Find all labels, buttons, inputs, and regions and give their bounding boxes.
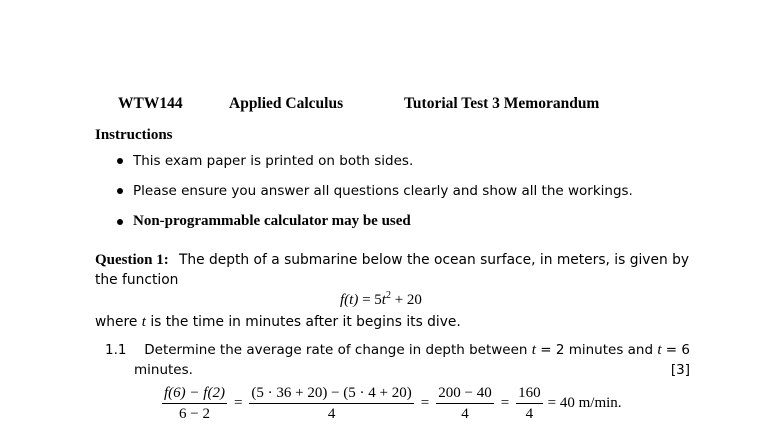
- instruction-item: [117, 183, 633, 199]
- fraction-4-denominator: 4: [525, 406, 534, 422]
- instruction-item: [117, 153, 413, 169]
- fraction-1: [162, 384, 227, 423]
- function-exp: 2: [385, 290, 391, 301]
- subquestion-1-1-line2: [134, 362, 690, 378]
- instructions-heading: Instructions: [95, 127, 173, 143]
- fraction-3-denominator: 4: [461, 406, 469, 422]
- bullet-icon: [117, 158, 123, 164]
- question1-text: The depth of a submarine below the ocean surface, in meters, is given by: [178, 252, 689, 268]
- subquestion-1-1-line1: [105, 342, 690, 359]
- subquestion-number: 1.1: [105, 342, 127, 358]
- fraction-2-numerator: (5 · 36 + 20) − (5 · 4 + 20): [249, 384, 413, 404]
- where-line: [95, 314, 461, 331]
- fraction-1-numerator: f(6) − f(2): [162, 384, 227, 404]
- instruction-text: Non-programmable calculator may be used: [133, 213, 411, 229]
- instruction-text: This exam paper is printed on both sides.: [133, 153, 414, 169]
- fraction-1-denominator: 6 − 2: [178, 406, 210, 422]
- fraction-4: [516, 384, 543, 423]
- fraction-2-denominator: 4: [327, 406, 336, 422]
- fraction-2: [249, 384, 413, 423]
- fraction-3-numerator: 200 − 40: [436, 384, 493, 404]
- test-title: Tutorial Test 3 Memorandum: [404, 95, 600, 112]
- equals-sign: =: [420, 395, 430, 411]
- question1-line2: the function: [95, 272, 179, 288]
- bullet-icon: [117, 188, 123, 194]
- function-display: [340, 290, 422, 309]
- subquestion-text-cont: minutes.: [134, 362, 193, 378]
- fraction-3: [436, 384, 493, 423]
- course-code: WTW144: [118, 95, 183, 112]
- function-rhs-a: = 5: [362, 292, 382, 308]
- fraction-4-numerator: 160: [516, 384, 543, 404]
- where-var: t: [141, 314, 146, 330]
- question1-label: Question 1:: [95, 252, 169, 268]
- function-rhs-b: + 20: [390, 292, 422, 308]
- instruction-text: Please ensure you answer all questions clearly and show all the workings.: [133, 183, 633, 199]
- equals-sign: =: [500, 395, 510, 411]
- subquestion-text: Determine the average rate of change in depth between t = 2 minutes and t = 6: [144, 342, 690, 358]
- where-suffix: is the time in minutes after it begins its dive.: [145, 314, 461, 330]
- function-var: t: [381, 292, 386, 308]
- solution-result: = 40 m/min.: [547, 395, 622, 411]
- instruction-item: [117, 213, 411, 230]
- where-prefix: where: [95, 314, 142, 330]
- equals-sign: =: [233, 395, 243, 411]
- function-lhs: f(t): [340, 292, 359, 308]
- course-name: Applied Calculus: [229, 95, 344, 112]
- question1-line1: [95, 252, 689, 269]
- marks-badge: [3]: [670, 362, 690, 378]
- solution-equation: [160, 384, 622, 423]
- bullet-icon: [117, 219, 123, 225]
